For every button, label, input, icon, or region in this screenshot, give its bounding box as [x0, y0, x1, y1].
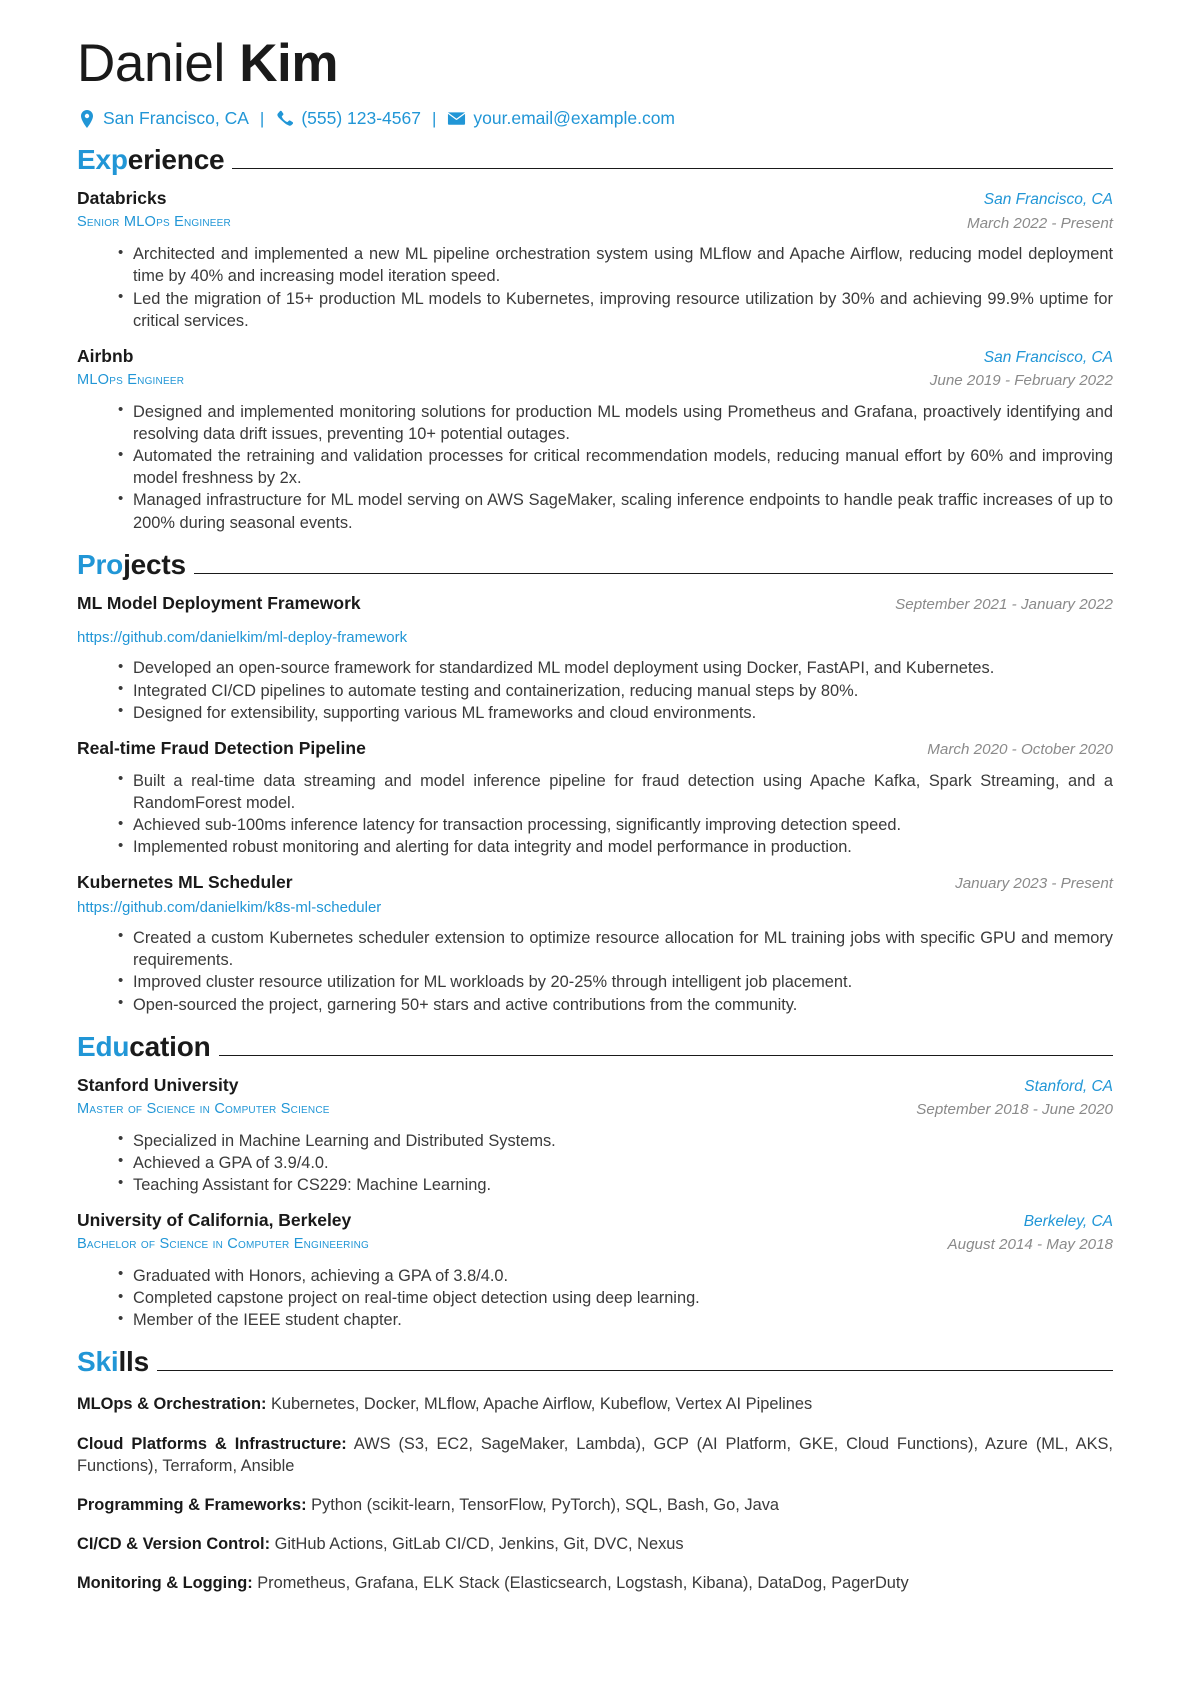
- entry-header: [77, 871, 1113, 895]
- entry-header: [77, 1074, 1113, 1121]
- section-title-skills: [77, 1348, 149, 1376]
- entry-left: [77, 1074, 330, 1120]
- section-education: [77, 1030, 1113, 1332]
- bullet-item: • Architected and implemented a new ML pipeline orchestration system using MLflow and Apache Airflow, reducing model deployment time by 40% and increasing model iteration speed.: [118, 243, 1113, 287]
- skill-items: AWS (S3, EC2, SageMaker, Lambda), GCP (AI Platform, GKE, Cloud Functions), Azure (ML, AKS, Functions), Terraform, Ansible: [77, 1434, 1113, 1475]
- contact-email-text: your.email@example.com: [473, 108, 675, 129]
- section-title-accent: Pro: [77, 548, 124, 580]
- bullet-item: • Open-sourced the project, garnering 50+ stars and active contributions from the community.: [118, 994, 1113, 1016]
- bullet-item: • Integrated CI/CD pipelines to automate testing and containerization, reducing manual steps by 80%.: [118, 680, 1113, 702]
- bullet-list: [77, 1265, 1113, 1332]
- skill-category: CI/CD & Version Control:: [77, 1535, 271, 1554]
- entry-right: [955, 874, 1113, 895]
- skill-category: Monitoring & Logging:: [77, 1574, 253, 1593]
- section-title-accent: Ski: [77, 1346, 119, 1378]
- bullet-item: • Improved cluster resource utilization for ML workloads by 20-25% through intelligent job placement.: [118, 971, 1113, 993]
- section-rule: [219, 1055, 1113, 1056]
- section-title-projects: [77, 548, 186, 580]
- experience-entry: [77, 187, 1113, 332]
- skill-category: Cloud Platforms & Infrastructure:: [77, 1434, 347, 1453]
- section-title-education: [77, 1030, 211, 1062]
- bullet-item: • Graduated with Honors, achieving a GPA of 3.8/4.0.: [118, 1265, 1113, 1287]
- skill-items: Kubernetes, Docker, MLflow, Apache Airflow, Kubeflow, Vertex AI Pipelines: [266, 1395, 813, 1414]
- education-entry: [77, 1209, 1113, 1331]
- bullet-item: • Specialized in Machine Learning and Distributed Systems.: [118, 1130, 1113, 1152]
- school-date: August 2014 - May 2018: [947, 1236, 1113, 1254]
- skill-category: MLOps & Orchestration:: [77, 1395, 267, 1414]
- bullet-list: [77, 1130, 1113, 1197]
- contact-phone-text: (555) 123-4567: [301, 108, 421, 129]
- entry-right: [948, 1212, 1113, 1256]
- bullet-item: • Implemented robust monitoring and alerting for data integrity and model performance in production.: [118, 836, 1113, 858]
- job-title: Senior MLOps Engineer: [77, 214, 231, 231]
- last-name: Kim: [239, 34, 339, 93]
- project-name: Kubernetes ML Scheduler: [77, 872, 293, 893]
- bullet-item: • Member of the IEEE student chapter.: [118, 1309, 1113, 1331]
- entry-right: [916, 1077, 1113, 1121]
- bullet-item: • Led the migration of 15+ production ML models to Kubernetes, improving resource utilization by 30% and achieving 99.9% uptime for critical services.: [118, 288, 1113, 332]
- bullet-item: • Designed for extensibility, supporting various ML frameworks and cloud environments.: [118, 702, 1113, 724]
- job-title: MLOps Engineer: [77, 371, 185, 388]
- envelope-icon: [447, 109, 466, 128]
- school-name: Stanford University: [77, 1074, 239, 1095]
- entry-header: [77, 345, 1113, 392]
- school-location: Stanford, CA: [1024, 1077, 1113, 1095]
- school-name: University of California, Berkeley: [77, 1210, 352, 1231]
- entry-left: [77, 187, 231, 233]
- bullet-item: • Developed an open-source framework for standardized ML model deployment using Docker, FastAPI, and Kubernetes.: [118, 657, 1113, 679]
- section-header-education: [77, 1030, 1113, 1062]
- job-location: San Francisco, CA: [983, 191, 1113, 209]
- skill-row: [77, 1533, 1113, 1555]
- project-date: January 2023 - Present: [955, 875, 1113, 893]
- skill-category: Programming & Frameworks:: [77, 1495, 307, 1514]
- project-entry: [77, 871, 1113, 1015]
- employer-name: Databricks: [77, 188, 167, 209]
- contact-bar: [77, 108, 1113, 129]
- project-entry: [77, 592, 1113, 724]
- section-rule: [232, 168, 1113, 169]
- project-date: September 2021 - January 2022: [895, 595, 1113, 613]
- bullet-item: • Automated the retraining and validation processes for critical recommendation models, reducing manual effort by 60% and improving model freshness by 2x.: [118, 445, 1113, 489]
- employer-name: Airbnb: [77, 345, 134, 366]
- project-entry: [77, 737, 1113, 858]
- bullet-item: • Designed and implemented monitoring solutions for production ML models using Prometheus and Grafana, proactively identifying and resolving data drift issues, preventing 10+ potential outages.: [118, 401, 1113, 445]
- school-location: Berkeley, CA: [1023, 1213, 1113, 1231]
- project-date: March 2020 - October 2020: [927, 741, 1113, 759]
- bullet-list: [77, 657, 1113, 724]
- education-entry: [77, 1074, 1113, 1196]
- bullet-item: • Achieved sub-100ms inference latency for transaction processing, significantly improving detection speed.: [118, 814, 1113, 836]
- entry-header: [77, 592, 1113, 616]
- entry-header: [77, 737, 1113, 761]
- section-projects: [77, 548, 1113, 1016]
- bullet-list: [77, 243, 1113, 332]
- skill-row: [77, 1494, 1113, 1516]
- section-header-skills: [77, 1348, 1113, 1376]
- skill-items: GitHub Actions, GitLab CI/CD, Jenkins, Git, DVC, Nexus: [270, 1535, 684, 1554]
- section-rule: [194, 573, 1113, 574]
- job-location: San Francisco, CA: [983, 348, 1113, 366]
- entry-left: [77, 345, 184, 391]
- bullet-item: • Achieved a GPA of 3.9/4.0.: [118, 1152, 1113, 1174]
- skill-row: [77, 1433, 1113, 1477]
- contact-email: [447, 108, 675, 129]
- section-title-accent: Edu: [77, 1030, 130, 1062]
- section-title-rest: jects: [123, 548, 186, 580]
- skill-row: [77, 1393, 1113, 1415]
- skill-row: [77, 1572, 1113, 1594]
- degree-title: Master of Science in Computer Science: [77, 1100, 330, 1117]
- section-experience: [77, 146, 1113, 534]
- entry-right: [967, 190, 1113, 234]
- contact-location-text: San Francisco, CA: [103, 108, 249, 129]
- section-skills: [77, 1348, 1113, 1594]
- entry-left: [77, 1209, 369, 1255]
- section-header-projects: [77, 548, 1113, 580]
- section-title-rest: lls: [118, 1346, 149, 1378]
- job-date: June 2019 - February 2022: [929, 372, 1113, 390]
- phone-icon: [275, 109, 294, 128]
- project-name: Real-time Fraud Detection Pipeline: [77, 738, 366, 759]
- bullet-item: • Managed infrastructure for ML model serving on AWS SageMaker, scaling inference endpoints to handle peak traffic increases of up to 200% during seasonal events.: [118, 489, 1113, 533]
- skill-items: Python (scikit-learn, TensorFlow, PyTorch), SQL, Bash, Go, Java: [306, 1495, 780, 1514]
- entry-header: [77, 187, 1113, 234]
- entry-left: [77, 737, 366, 760]
- contact-separator-1: |: [259, 108, 265, 128]
- project-url[interactable]: https://github.com/danielkim/ml-deploy-framework: [77, 629, 408, 647]
- project-name: ML Model Deployment Framework: [77, 592, 361, 613]
- candidate-name: [77, 34, 1113, 94]
- contact-separator-2: |: [431, 108, 437, 128]
- bullet-item: • Created a custom Kubernetes scheduler extension to optimize resource allocation for ML training jobs with specific GPU and memory requirements.: [118, 927, 1113, 971]
- entry-right: [895, 595, 1113, 616]
- entry-left: [77, 871, 293, 894]
- bullet-list: [77, 401, 1113, 534]
- job-date: March 2022 - Present: [966, 214, 1113, 232]
- entry-right: [927, 740, 1113, 761]
- bullet-item: • Teaching Assistant for CS229: Machine Learning.: [118, 1174, 1113, 1196]
- contact-location: [77, 108, 249, 129]
- section-title-rest: cation: [129, 1030, 211, 1062]
- location-pin-icon: [77, 109, 96, 128]
- entry-left: [77, 592, 361, 615]
- entry-right: [930, 348, 1113, 392]
- first-name: Daniel: [77, 34, 240, 93]
- section-rule: [157, 1370, 1113, 1371]
- bullet-item: • Completed capstone project on real-time object detection using deep learning.: [118, 1287, 1113, 1309]
- section-title-accent: Exp: [77, 144, 128, 176]
- bullet-item: • Built a real-time data streaming and model inference pipeline for fraud detection using Apache Kafka, Spark Streaming, and a RandomForest model.: [118, 770, 1113, 814]
- experience-entry: [77, 345, 1113, 534]
- section-title-rest: erience: [127, 144, 225, 176]
- section-header-experience: [77, 146, 1113, 174]
- section-title-experience: [77, 146, 224, 174]
- contact-phone: [275, 108, 421, 129]
- bullet-list: [77, 770, 1113, 859]
- degree-title: Bachelor of Science in Computer Engineering: [77, 1235, 369, 1252]
- project-url[interactable]: https://github.com/danielkim/k8s-ml-scheduler: [77, 898, 382, 916]
- skill-items: Prometheus, Grafana, ELK Stack (Elasticsearch, Logstash, Kibana), DataDog, PagerDuty: [252, 1574, 909, 1593]
- school-date: September 2018 - June 2020: [916, 1101, 1113, 1118]
- bullet-list: [77, 927, 1113, 1016]
- entry-header: [77, 1209, 1113, 1256]
